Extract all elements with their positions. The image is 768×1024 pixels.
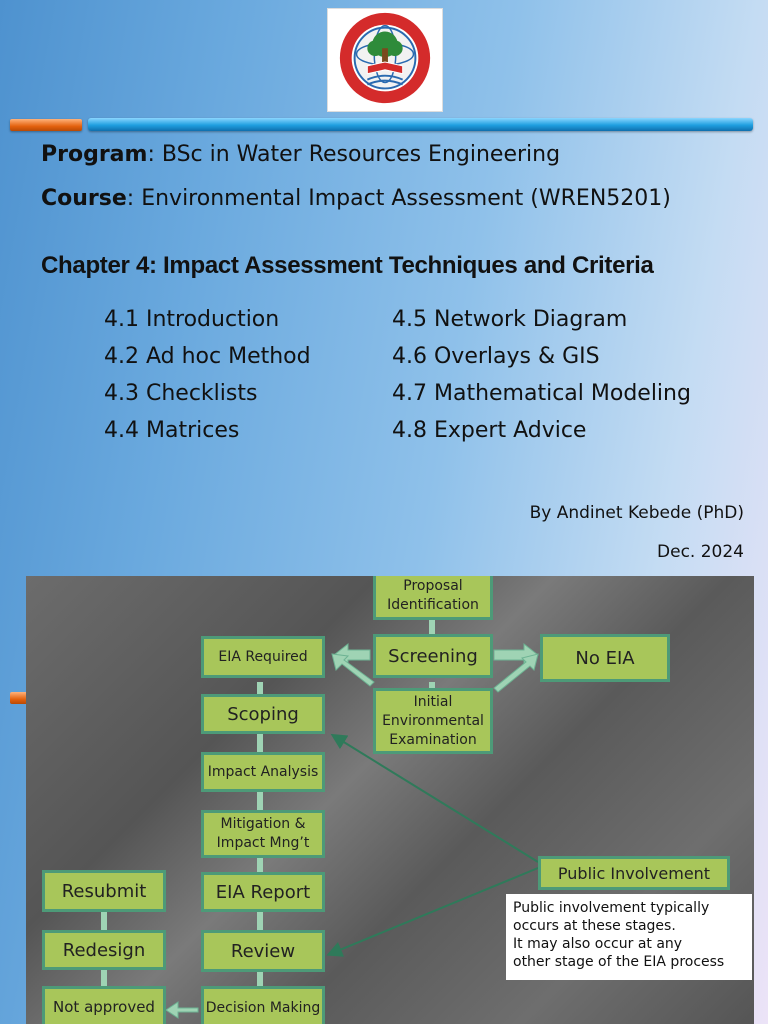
toc-item: 4.1 Introduction <box>104 307 280 332</box>
course-value: : Environmental Impact Assessment (WREN5201) <box>126 186 671 211</box>
toc-item: 4.4 Matrices <box>104 418 240 443</box>
eia-process-flowchart <box>26 576 754 1024</box>
course-line <box>41 186 671 211</box>
eia-required-box: EIA Required <box>201 636 325 678</box>
course-label: Course <box>41 186 127 211</box>
public-involvement-note: Public involvement typically occurs at these stages. It may also occur at any other stage of the EIA process <box>506 894 752 980</box>
no-eia-box: No EIA <box>540 634 670 682</box>
toc-item: 4.2 Ad hoc Method <box>104 344 311 369</box>
toc-item: 4.7 Mathematical Modeling <box>392 381 691 406</box>
redesign-box: Redesign <box>42 930 166 970</box>
toc-right-column <box>392 301 691 449</box>
decor-orange-bar <box>10 119 82 131</box>
presentation-date: Dec. 2024 <box>657 542 744 562</box>
chapter-title: Chapter 4: Impact Assessment Techniques and Criteria <box>41 252 654 279</box>
impact-analysis-box: Impact Analysis <box>201 752 325 792</box>
toc-left-column <box>104 301 311 449</box>
university-seal-icon <box>328 9 442 111</box>
program-line <box>41 142 560 167</box>
decision-making-box: Decision Making <box>201 986 325 1024</box>
program-value: : BSc in Water Resources Engineering <box>147 142 561 167</box>
public-involvement-box: Public Involvement <box>538 856 730 890</box>
scoping-box: Scoping <box>201 694 325 734</box>
decor-blue-bar <box>88 118 753 131</box>
toc-item: 4.6 Overlays & GIS <box>392 344 600 369</box>
proposal-identification-box: Proposal Identification <box>373 576 493 620</box>
university-logo <box>327 8 443 112</box>
mitigation-box: Mitigation & Impact Mng’t <box>201 810 325 858</box>
initial-environmental-examination-box: Initial Environmental Examination <box>373 688 493 754</box>
program-label: Program <box>41 142 148 167</box>
eia-report-box: EIA Report <box>201 872 325 912</box>
screening-box: Screening <box>373 634 493 678</box>
toc-item: 4.8 Expert Advice <box>392 418 587 443</box>
author-degree: (PhD) <box>696 503 744 523</box>
toc-item: 4.5 Network Diagram <box>392 307 628 332</box>
author-name: By Andinet Kebede <box>529 503 697 523</box>
review-box: Review <box>201 930 325 972</box>
resubmit-box: Resubmit <box>42 870 166 912</box>
toc-item: 4.3 Checklists <box>104 381 258 406</box>
not-approved-box: Not approved <box>42 986 166 1024</box>
author-line <box>530 503 744 523</box>
